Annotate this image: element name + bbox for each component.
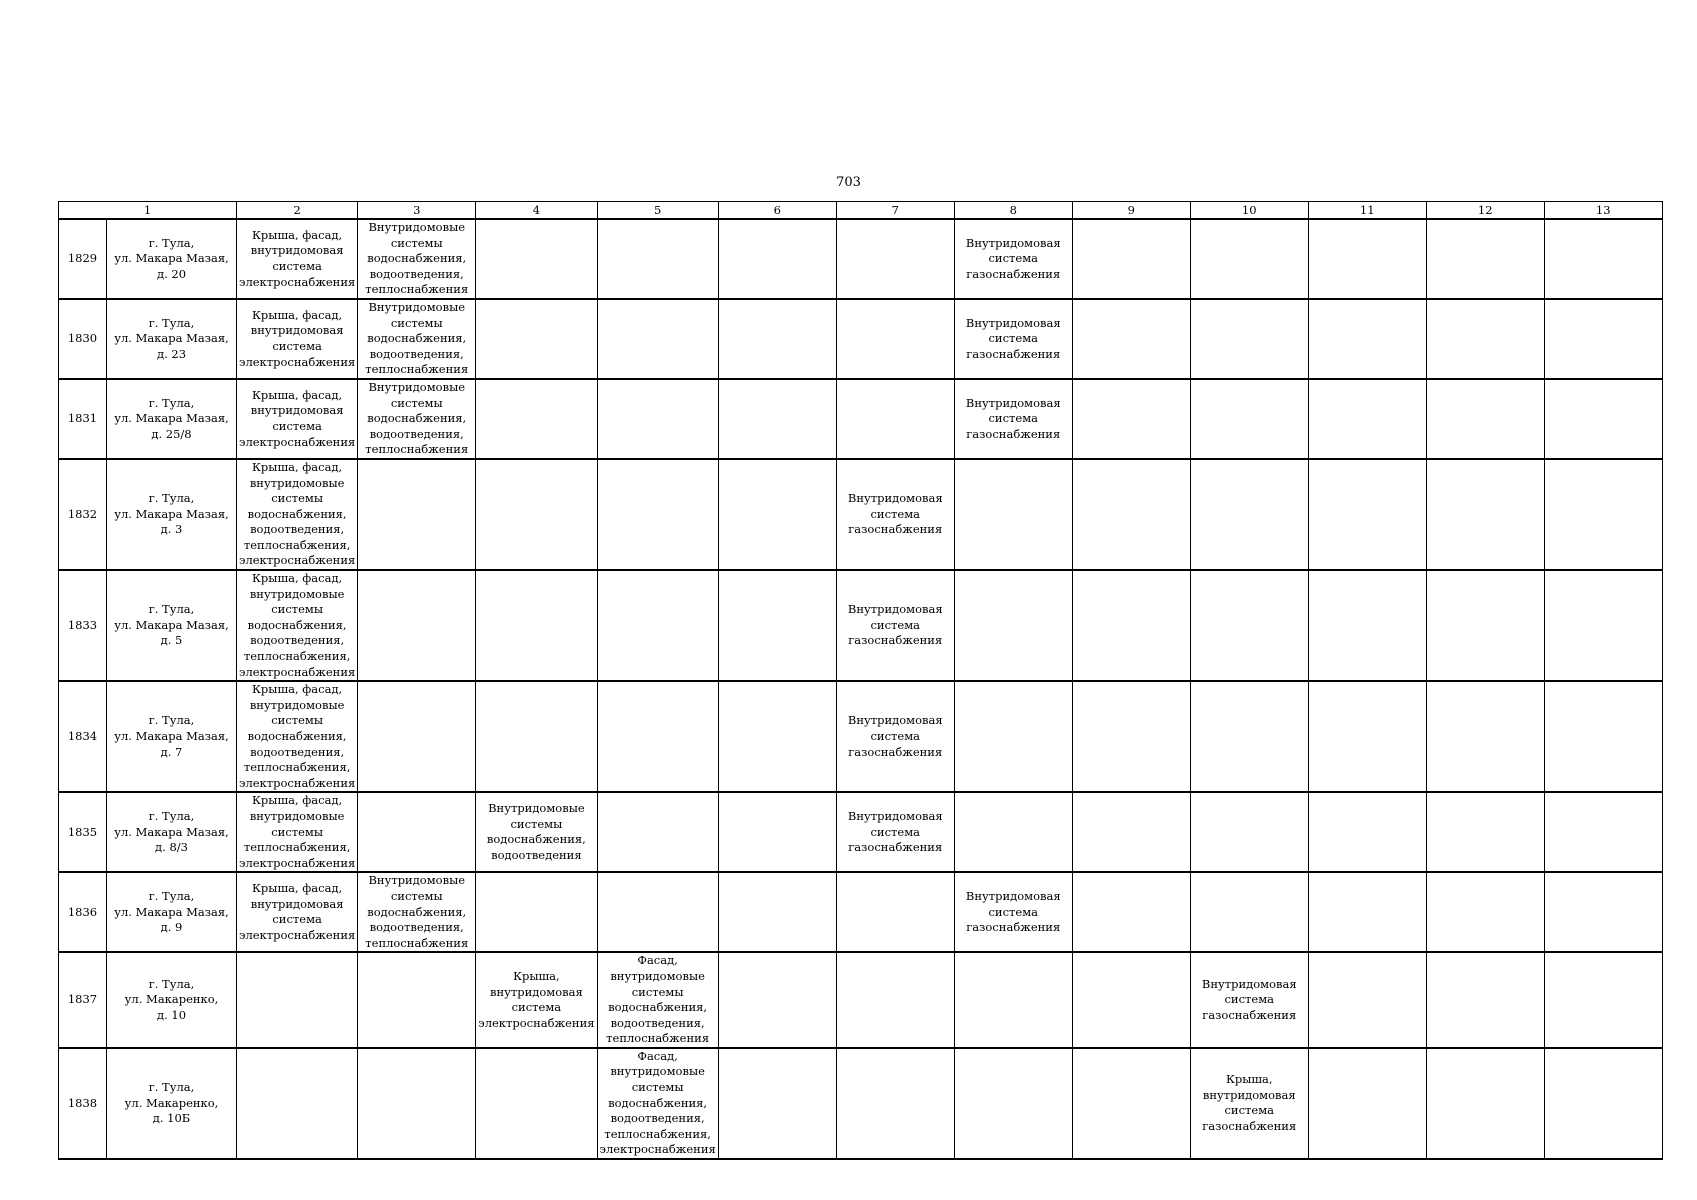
work-text: Внутридомовая система газоснабжения <box>847 713 943 759</box>
row-number: 1833 <box>59 570 107 681</box>
work-text: Внутридомовая система газоснабжения <box>847 808 943 855</box>
table-row <box>59 570 1663 681</box>
address-cell <box>107 872 237 952</box>
work-text: Внутридомовые системы водоснабжения, водоотведения, теплоснабжения <box>365 220 469 297</box>
work-text: Внутридомовая система газоснабжения <box>1201 976 1297 1022</box>
work-cell-4 <box>476 219 597 299</box>
work-cell-5 <box>597 299 718 379</box>
work-cell-3 <box>358 952 476 1048</box>
work-cell-11 <box>1308 952 1426 1048</box>
work-cell-13 <box>1544 299 1662 379</box>
table-row <box>59 872 1663 952</box>
work-cell-9 <box>1072 299 1190 379</box>
work-cell-13 <box>1544 952 1662 1048</box>
address-cell <box>107 459 237 570</box>
work-text: Крыша, фасад, внутридомовая система электроснабжения <box>239 881 356 942</box>
work-cell-9 <box>1072 219 1190 299</box>
work-cell-6 <box>718 792 836 872</box>
work-cell-7 <box>836 379 954 459</box>
address-cell <box>107 379 237 459</box>
work-cell-4 <box>476 952 597 1048</box>
work-cell-3 <box>358 459 476 570</box>
work-text: Внутридомовые системы водоснабжения, водоотведения <box>486 801 586 862</box>
address-text: г. Тула, ул. Макара Мазая, д. 20 <box>114 235 229 281</box>
work-cell-6 <box>718 379 836 459</box>
address-cell <box>107 1048 237 1159</box>
work-cell-6 <box>718 1048 836 1159</box>
address-cell <box>107 952 237 1048</box>
table-row <box>59 1048 1663 1159</box>
address-text: г. Тула, ул. Макара Мазая, д. 9 <box>114 888 229 935</box>
row-number: 1838 <box>59 1048 107 1159</box>
work-cell-6 <box>718 872 836 952</box>
work-cell-9 <box>1072 379 1190 459</box>
work-schedule-table <box>58 201 1663 1160</box>
work-cell-6 <box>718 952 836 1048</box>
work-cell-13 <box>1544 459 1662 570</box>
work-cell-13 <box>1544 379 1662 459</box>
work-cell-9 <box>1072 792 1190 872</box>
work-text: Внутридомовая система газоснабжения <box>847 602 943 648</box>
work-cell-12 <box>1426 872 1544 952</box>
work-cell-8 <box>954 379 1072 459</box>
work-cell-7 <box>836 570 954 681</box>
work-text: Внутридомовая система газоснабжения <box>965 888 1061 935</box>
row-number: 1832 <box>59 459 107 570</box>
work-cell-6 <box>718 570 836 681</box>
column-number-header-row <box>59 202 1663 220</box>
work-cell-10 <box>1190 872 1308 952</box>
table-row <box>59 459 1663 570</box>
work-cell-4 <box>476 681 597 792</box>
row-number: 1834 <box>59 681 107 792</box>
row-number: 1831 <box>59 379 107 459</box>
work-cell-4 <box>476 872 597 952</box>
work-cell-11 <box>1308 1048 1426 1159</box>
row-number: 1830 <box>59 299 107 379</box>
work-cell-8 <box>954 1048 1072 1159</box>
work-cell-4 <box>476 299 597 379</box>
row-number: 1836 <box>59 872 107 952</box>
column-header-5: 5 <box>597 202 718 220</box>
work-cell-12 <box>1426 792 1544 872</box>
work-text: Внутридомовая система газоснабжения <box>965 235 1061 281</box>
work-text: Фасад, внутридомовые системы водоснабжения, водоотведения, теплоснабжения, электроснабжения <box>599 1048 716 1157</box>
column-header-3: 3 <box>358 202 476 220</box>
work-text: Крыша, фасад, внутридомовые системы водоснабжения, водоотведения, теплоснабжения, электроснабжения <box>239 571 356 679</box>
work-cell-2 <box>237 459 358 570</box>
work-cell-11 <box>1308 681 1426 792</box>
column-header-13: 13 <box>1544 202 1662 220</box>
column-header-12: 12 <box>1426 202 1544 220</box>
row-number: 1835 <box>59 792 107 872</box>
work-cell-7 <box>836 681 954 792</box>
work-text: Крыша, внутридомовая система электроснабжения <box>478 968 595 1030</box>
work-cell-10 <box>1190 459 1308 570</box>
work-cell-12 <box>1426 379 1544 459</box>
work-cell-7 <box>836 792 954 872</box>
work-cell-8 <box>954 299 1072 379</box>
work-cell-10 <box>1190 299 1308 379</box>
work-cell-8 <box>954 952 1072 1048</box>
work-cell-12 <box>1426 219 1544 299</box>
work-cell-7 <box>836 872 954 952</box>
work-cell-2 <box>237 570 358 681</box>
work-cell-8 <box>954 792 1072 872</box>
work-cell-11 <box>1308 219 1426 299</box>
work-text: Крыша, фасад, внутридомовые системы водоснабжения, водоотведения, теплоснабжения, электроснабжения <box>239 682 356 790</box>
table-row <box>59 379 1663 459</box>
work-cell-3 <box>358 379 476 459</box>
row-number: 1829 <box>59 219 107 299</box>
work-cell-7 <box>836 459 954 570</box>
work-cell-10 <box>1190 379 1308 459</box>
work-text: Внутридомовые системы водоснабжения, водоотведения, теплоснабжения <box>365 873 469 950</box>
work-text: Внутридомовые системы водоснабжения, водоотведения, теплоснабжения <box>365 299 469 377</box>
work-text: Крыша, фасад, внутридомовые системы теплоснабжения, электроснабжения <box>239 793 356 870</box>
work-cell-4 <box>476 792 597 872</box>
work-cell-10 <box>1190 570 1308 681</box>
work-cell-10 <box>1190 1048 1308 1159</box>
work-cell-7 <box>836 219 954 299</box>
page-number: 703 <box>836 175 861 190</box>
work-cell-4 <box>476 459 597 570</box>
work-cell-8 <box>954 219 1072 299</box>
work-cell-11 <box>1308 459 1426 570</box>
work-cell-6 <box>718 299 836 379</box>
work-cell-6 <box>718 681 836 792</box>
work-cell-2 <box>237 792 358 872</box>
work-cell-12 <box>1426 299 1544 379</box>
work-cell-7 <box>836 299 954 379</box>
work-cell-8 <box>954 570 1072 681</box>
work-text: Фасад, внутридомовые системы водоснабжения, водоотведения, теплоснабжения <box>606 953 710 1046</box>
work-cell-3 <box>358 872 476 952</box>
column-header-11: 11 <box>1308 202 1426 220</box>
work-cell-4 <box>476 570 597 681</box>
address-cell <box>107 681 237 792</box>
work-cell-10 <box>1190 219 1308 299</box>
work-cell-4 <box>476 1048 597 1159</box>
work-cell-10 <box>1190 792 1308 872</box>
column-header-10: 10 <box>1190 202 1308 220</box>
work-cell-8 <box>954 459 1072 570</box>
address-text: г. Тула, ул. Макара Мазая, д. 5 <box>114 602 229 648</box>
column-header-1: 1 <box>59 202 237 220</box>
address-text: г. Тула, ул. Макаренко, д. 10Б <box>124 1080 219 1126</box>
work-cell-5 <box>597 872 718 952</box>
work-cell-12 <box>1426 952 1544 1048</box>
work-cell-13 <box>1544 570 1662 681</box>
column-header-4: 4 <box>476 202 597 220</box>
work-cell-6 <box>718 459 836 570</box>
work-cell-11 <box>1308 299 1426 379</box>
work-text: Внутридомовые системы водоснабжения, водоотведения, теплоснабжения <box>365 379 469 457</box>
table-row <box>59 681 1663 792</box>
work-cell-11 <box>1308 792 1426 872</box>
address-text: г. Тула, ул. Макара Мазая, д. 8/3 <box>114 808 229 855</box>
work-text: Крыша, внутридомовая система газоснабжения <box>1202 1072 1297 1134</box>
work-cell-12 <box>1426 1048 1544 1159</box>
address-text: г. Тула, ул. Макара Мазая, д. 25/8 <box>114 395 229 441</box>
work-text: Внутридомовая система газоснабжения <box>965 395 1061 441</box>
work-text: Крыша, фасад, внутридомовая система электроснабжения <box>239 227 356 289</box>
work-cell-8 <box>954 681 1072 792</box>
work-text: Крыша, фасад, внутридомовые системы водоснабжения, водоотведения, теплоснабжения, электроснабжения <box>239 459 356 568</box>
row-number: 1837 <box>59 952 107 1048</box>
work-cell-3 <box>358 570 476 681</box>
work-cell-13 <box>1544 872 1662 952</box>
work-cell-3 <box>358 299 476 379</box>
work-cell-5 <box>597 570 718 681</box>
work-cell-11 <box>1308 379 1426 459</box>
work-cell-13 <box>1544 681 1662 792</box>
work-text: Крыша, фасад, внутридомовая система электроснабжения <box>239 387 356 449</box>
table-row <box>59 219 1663 299</box>
work-cell-5 <box>597 1048 718 1159</box>
work-cell-2 <box>237 219 358 299</box>
work-cell-2 <box>237 681 358 792</box>
work-cell-5 <box>597 952 718 1048</box>
work-cell-3 <box>358 681 476 792</box>
address-text: г. Тула, ул. Макара Мазая, д. 23 <box>114 315 229 361</box>
work-cell-9 <box>1072 459 1190 570</box>
work-text: Внутридомовая система газоснабжения <box>965 315 1061 361</box>
work-cell-4 <box>476 379 597 459</box>
work-cell-5 <box>597 219 718 299</box>
address-cell <box>107 299 237 379</box>
work-cell-2 <box>237 379 358 459</box>
work-cell-9 <box>1072 681 1190 792</box>
work-cell-7 <box>836 1048 954 1159</box>
address-cell <box>107 792 237 872</box>
work-cell-5 <box>597 379 718 459</box>
column-header-7: 7 <box>836 202 954 220</box>
work-cell-5 <box>597 681 718 792</box>
work-cell-9 <box>1072 872 1190 952</box>
column-header-6: 6 <box>718 202 836 220</box>
work-cell-11 <box>1308 872 1426 952</box>
work-text: Крыша, фасад, внутридомовая система электроснабжения <box>239 307 356 369</box>
work-cell-3 <box>358 792 476 872</box>
work-cell-7 <box>836 952 954 1048</box>
work-cell-8 <box>954 872 1072 952</box>
work-cell-13 <box>1544 792 1662 872</box>
table-row <box>59 792 1663 872</box>
work-cell-2 <box>237 872 358 952</box>
work-cell-2 <box>237 1048 358 1159</box>
work-cell-9 <box>1072 952 1190 1048</box>
table-row <box>59 299 1663 379</box>
work-cell-9 <box>1072 570 1190 681</box>
work-cell-13 <box>1544 1048 1662 1159</box>
address-text: г. Тула, ул. Макара Мазая, д. 7 <box>114 713 229 759</box>
work-cell-10 <box>1190 681 1308 792</box>
table-row <box>59 952 1663 1048</box>
column-header-8: 8 <box>954 202 1072 220</box>
work-cell-10 <box>1190 952 1308 1048</box>
work-cell-12 <box>1426 570 1544 681</box>
address-text: г. Тула, ул. Макаренко, д. 10 <box>124 976 219 1022</box>
work-cell-9 <box>1072 1048 1190 1159</box>
work-cell-2 <box>237 952 358 1048</box>
work-cell-2 <box>237 299 358 379</box>
work-cell-6 <box>718 219 836 299</box>
work-cell-5 <box>597 459 718 570</box>
address-cell <box>107 570 237 681</box>
column-header-9: 9 <box>1072 202 1190 220</box>
address-cell <box>107 219 237 299</box>
work-cell-5 <box>597 792 718 872</box>
address-text: г. Тула, ул. Макара Мазая, д. 3 <box>114 491 229 537</box>
work-cell-3 <box>358 1048 476 1159</box>
work-cell-12 <box>1426 681 1544 792</box>
column-header-2: 2 <box>237 202 358 220</box>
work-cell-11 <box>1308 570 1426 681</box>
work-cell-12 <box>1426 459 1544 570</box>
work-cell-3 <box>358 219 476 299</box>
work-cell-13 <box>1544 219 1662 299</box>
work-text: Внутридомовая система газоснабжения <box>847 491 943 537</box>
